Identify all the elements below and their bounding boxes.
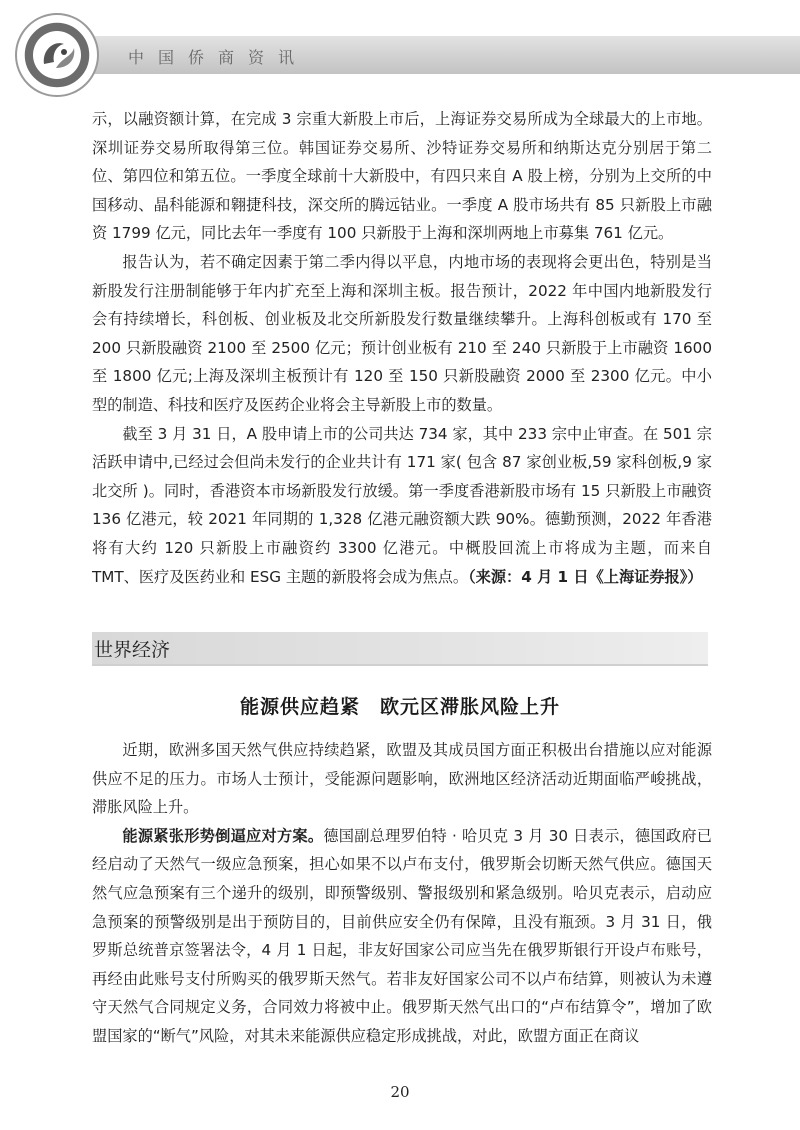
section-banner xyxy=(92,632,708,664)
paragraph xyxy=(92,822,712,1051)
lead-heading: 能源紧张形势倒逼应对方案。 xyxy=(122,826,324,845)
source-note: （来源：4 月 1 日《上海证券报》） xyxy=(468,567,703,586)
article-body xyxy=(92,736,712,1051)
paragraph-text: 德国副总理罗伯特 · 哈贝克 3 月 30 日表示，德国政府已经启动了天然气一级应急预案，担心如果不以卢布支付，俄罗斯会切断天然气供应。德国天然气应急预案有三个递升的级别，即预警级别、警报级别和紧急级别。哈贝克表示，启动应急预案的预警级别是出于预防目的，目前供应安全仍有保障，且没有瓶颈。3 月 31 日，俄罗斯总统普京签署法令，4 月 1 日起，非友好国家公司应当先在俄罗斯银行开设卢布账号，再经由此账号支付所购买的俄罗斯天然气。若非友好国家公司不以卢布结算，则被认为未遵守天然气合同规定义务，合同效力将被中止。俄罗斯天然气出口的“卢布结算令”，增加了欧盟国家的“断气”风险，对其未来能源供应稳定形成挑战，对此，欧盟方面正在商议 xyxy=(92,826,712,1045)
header-title: 中国侨商资讯 xyxy=(128,48,309,67)
paragraph xyxy=(92,420,712,592)
page-number: 20 xyxy=(390,1083,410,1101)
article-title: 能源供应趋紧 欧元区滞胀风险上升 xyxy=(239,696,560,718)
paragraph: 示，以融资额计算，在完成 3 宗重大新股上市后，上海证券交易所成为全球最大的上市地。深圳证券交易所取得第三位。韩国证券交易所、沙特证券交易所和纳斯达克分别居于第二位、第四位和第五位。一季度全球前十大新股中，有四只来自 A 股上榜，分别为上交所的中国移动、晶科能源和翱捷科技，深交所的腾远钴业。一季度 A 股市场共有 85 只新股上市融资 1799 亿元，同比去年一季度有 100 只新股于上海和深圳两地上市募集 761 亿元。 xyxy=(92,110,712,243)
publication-logo xyxy=(14,12,100,98)
continued-article-body xyxy=(92,105,712,591)
section-title: 世界经济 xyxy=(94,639,171,661)
paragraph-text: 截至 3 月 31 日，A 股申请上市的公司共达 734 家，其中 233 宗中止审查。在 501 宗活跃申请中,已经过会但尚未发行的企业共计有 171 家( 包含 87 家创业板,59 家科创板,9 家北交所 )。同时，香港资本市场新股发行放缓。第一季度香港新股市场有 15 只新股上市融资 136 亿港元，较 2021 年同期的 1,328 亿港元融资额大跌 90%。德勤预测，2022 年香港将有大约 120 只新股上市融资约 3300 亿港元。中概股回流上市将成为主题，而来自 TMT、医疗及医药业和 ESG 主题的新股将会成为焦点。 xyxy=(92,424,712,586)
paragraph: 报告认为，若不确定因素于第二季内得以平息，内地市场的表现将会更出色，特别是当新股发行注册制能够于年内扩充至上海和深圳主板。报告预计，2022 年中国内地新股发行会有持续增长，科创板、创业板及北交所新股发行数量继续攀升。上海科创板或有 170 至 200 只新股融资 2100 至 2500 亿元；预计创业板有 210 至 240 只新股于上市融资 1600 至 1800 亿元;上海及深圳主板预计有 120 至 150 只新股融资 2000 至 2300 亿元。中小型的制造、科技和医疗及医药企业将会主导新股上市的数量。 xyxy=(92,252,712,414)
article-intro: 近期，欧洲多国天然气供应持续趋紧，欧盟及其成员国方面正积极出台措施以应对能源供应不足的压力。市场人士预计，受能源问题影响，欧洲地区经济活动近期面临严峻挑战，滞胀风险上升。 xyxy=(92,741,712,817)
